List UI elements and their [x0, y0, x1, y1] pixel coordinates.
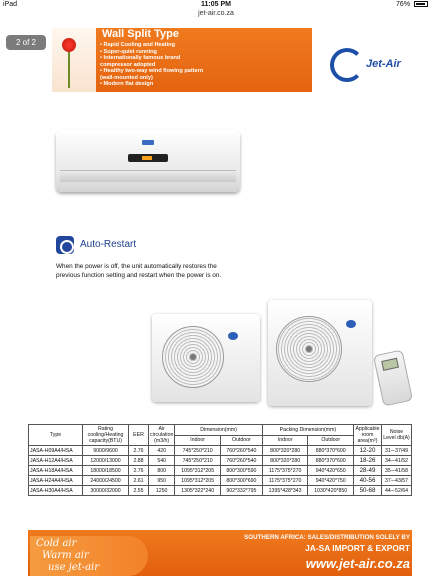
outdoor-unit-image-large: [268, 300, 372, 406]
cell-eer: 2.88: [129, 456, 149, 466]
unit-logo-icon: [228, 332, 238, 340]
cell-dim-outdoor: 760*260*540: [220, 456, 262, 466]
col-dim-indoor: Indoor: [175, 435, 221, 446]
outdoor-unit-image-small: [152, 314, 260, 402]
specs-table: [28, 424, 412, 496]
cell-air: 420: [149, 446, 175, 456]
cell-dim-outdoor: 800*300*590: [220, 466, 262, 476]
cell-air: 950: [149, 476, 175, 486]
cell-noise: 37∼43/57: [382, 476, 412, 486]
pdf-page[interactable]: [0, 22, 432, 576]
cell-pack-indoor: 1395*428*343: [262, 486, 308, 496]
cell-capacity: 18000/18500: [83, 466, 129, 476]
cell-pack-indoor: 800*320*280: [262, 446, 308, 456]
cell-type: JASA-H30A4/HSA: [29, 486, 83, 496]
cell-air: 540: [149, 456, 175, 466]
cell-air: 1250: [149, 486, 175, 496]
cell-dim-outdoor: 760*260*540: [220, 446, 262, 456]
cell-capacity: 24000/24500: [83, 476, 129, 486]
feature-item: (wall-mounted only): [100, 74, 153, 81]
col-noise: Noise Level db(A): [382, 425, 412, 446]
company-name: JA-SA IMPORT & EXPORT: [305, 543, 410, 553]
logo-swirl-icon: [330, 48, 364, 82]
battery-indicator: [396, 1, 428, 8]
cell-dim-indoor: 1095*312*205: [175, 476, 221, 486]
cell-pack-outdoor: 940*420*650: [308, 466, 354, 476]
cell-noise: 31∼37/49: [382, 446, 412, 456]
remote-control-image: [373, 349, 413, 406]
slogan-line: Warm air: [42, 550, 89, 561]
cell-type: JASA-H12A4/HSA: [29, 456, 83, 466]
auto-restart-description: When the power is off, the unit automatically restores the previous function setting and restart when the power is on.: [56, 263, 222, 279]
indoor-unit-image: [56, 130, 240, 192]
fan-grille-icon: [162, 326, 224, 388]
col-dim-outdoor: Outdoor: [220, 435, 262, 446]
cell-room: 50-68: [354, 486, 382, 496]
cell-dim-indoor: 745*250*210: [175, 446, 221, 456]
cell-dim-outdoor: 800*300*690: [220, 476, 262, 486]
col-eer: EER: [129, 425, 149, 446]
table-row: [29, 446, 412, 456]
footer-slogan: [30, 536, 148, 576]
distribution-text: SOUTHERN AFRICA: SALES/DISTRIBUTION SOLELY BY: [244, 534, 410, 541]
website-link[interactable]: www.jet-air.co.za: [305, 556, 410, 571]
cell-noise: 35∼41/58: [382, 466, 412, 476]
feature-item: • Rapid Cooling and Heating: [100, 42, 175, 48]
clock: 11:05 PM: [201, 1, 231, 8]
battery-icon: [414, 1, 428, 7]
cell-noise: 34∼41/52: [382, 456, 412, 466]
cell-dim-indoor: 1305*322*240: [175, 486, 221, 496]
cell-type: JASA-H18A4/HSA: [29, 466, 83, 476]
flower-image: [52, 28, 96, 92]
device-label: iPad: [3, 1, 18, 8]
cell-dim-outdoor: 902*332*795: [220, 486, 262, 496]
cell-pack-outdoor: 880*370*600: [308, 446, 354, 456]
table-row: [29, 456, 412, 466]
cell-pack-outdoor: 1030*420*850: [308, 486, 354, 496]
flower-icon: [62, 38, 76, 52]
col-pack-indoor: Indoor: [262, 435, 308, 446]
cell-type: JASA-H09A4/HSA: [29, 446, 83, 456]
fan-grille-icon: [276, 316, 342, 382]
table-row: [29, 476, 412, 486]
cell-room: 40-56: [354, 476, 382, 486]
cell-noise: 44∼52/64: [382, 486, 412, 496]
remote-screen: [381, 358, 399, 371]
col-dimension: Dimension(mm): [175, 425, 262, 436]
col-packing: Packing Dimension(mm): [262, 425, 353, 436]
cell-eer: 2.61: [129, 476, 149, 486]
col-room: Applicable room area(m²): [354, 425, 382, 446]
col-pack-outdoor: Outdoor: [308, 435, 354, 446]
slogan-line: use jet-air: [48, 562, 100, 573]
banner-title: Wall Split Type: [102, 28, 180, 40]
cell-capacity: 12000/13000: [83, 456, 129, 466]
cell-type: JASA-H24A4/HSA: [29, 476, 83, 486]
col-air: Air circulation (m3/h): [150, 426, 174, 444]
status-bar: [0, 0, 432, 10]
cell-capacity: 30000/32000: [83, 486, 129, 496]
cell-pack-indoor: 1175*375*270: [262, 466, 308, 476]
col-type: Type: [29, 425, 83, 446]
feature-list: [100, 42, 203, 88]
cell-pack-indoor: 1175*375*270: [262, 476, 308, 486]
cell-eer: 2.76: [129, 466, 149, 476]
footer-contact: [196, 534, 410, 571]
auto-restart-icon: [56, 236, 74, 254]
cell-eer: 2.76: [129, 446, 149, 456]
cell-dim-indoor: 745*250*210: [175, 456, 221, 466]
cell-air: 800: [149, 466, 175, 476]
unit-logo-icon: [346, 320, 356, 328]
indoor-unit-badge: [142, 140, 154, 145]
feature-item: • Healthy two-way wind flowing pattern: [100, 68, 204, 74]
page-counter: 2 of 2: [6, 35, 46, 50]
table-row: [29, 466, 412, 476]
table-row: [29, 486, 412, 496]
url-bar[interactable]: jet-air.co.za: [198, 10, 234, 17]
feature-item: • Super-quiet running: [100, 48, 157, 55]
jet-air-logo: [330, 48, 422, 88]
cell-dim-indoor: 1095*312*205: [175, 466, 221, 476]
cell-room: 28-49: [354, 466, 382, 476]
feature-item: • Internationally famous brand: [100, 55, 181, 61]
cell-room: 18-26: [354, 456, 382, 466]
cell-room: 12-20: [354, 446, 382, 456]
slogan-line: Cold air: [36, 538, 77, 549]
cell-pack-indoor: 800*320*280: [262, 456, 308, 466]
cell-pack-outdoor: 940*420*750: [308, 476, 354, 486]
indoor-unit-display: [128, 154, 168, 162]
feature-item: compressor adopted: [100, 61, 156, 68]
battery-percent: 76%: [396, 1, 411, 8]
flower-stem: [68, 50, 70, 88]
auto-restart-title: Auto-Restart: [80, 239, 137, 250]
cell-eer: 2.55: [129, 486, 149, 496]
logo-text: Jet-Air: [366, 58, 401, 70]
indoor-unit-grille: [60, 170, 236, 182]
cell-capacity: 9000/9600: [83, 446, 129, 456]
cell-pack-outdoor: 880*370*600: [308, 456, 354, 466]
feature-item: • Modern flat design: [100, 81, 154, 87]
col-capacity: Rating cooling/Heating capacity(BTU): [83, 425, 129, 446]
